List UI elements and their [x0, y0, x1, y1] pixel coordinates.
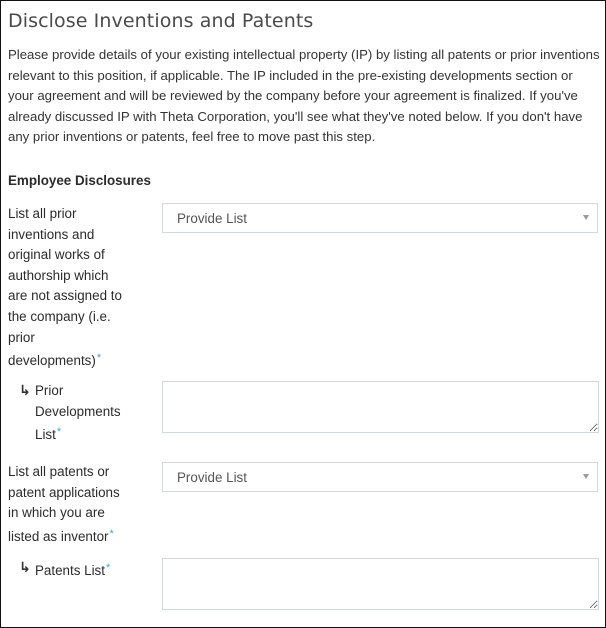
label-line: in which you are [8, 505, 105, 521]
prior-developments-list-label [35, 381, 121, 446]
prior-inventions-select[interactable] [162, 203, 598, 233]
label-text: Patents List [35, 563, 105, 578]
label-line: the company (i.e. [8, 308, 111, 324]
required-asterisk: * [56, 426, 62, 439]
patents-list-label [35, 558, 110, 582]
select-value: Provide List [177, 470, 247, 485]
label-line-text: List [35, 427, 56, 443]
label-line: List all patents or [8, 464, 110, 479]
prior-developments-list-textarea[interactable] [162, 381, 599, 433]
select-value: Provide List [177, 211, 247, 226]
label-line: prior [8, 329, 35, 345]
label-line: authorship which [8, 267, 109, 283]
label-line-text: developments) [8, 353, 96, 369]
label-line: Prior [35, 383, 64, 398]
patents-select[interactable] [162, 462, 598, 492]
patents-label [8, 462, 120, 547]
sub-field-arrow-icon: ↳ [19, 382, 31, 398]
label-line: inventions and [8, 226, 95, 242]
label-line [35, 422, 121, 446]
intro-paragraph: Please provide details of your existing intellectual property (IP) by listing all patents or prior inventions relevant to this position, if applicable. The IP included in the pre-existing developments section or your agreement and will be reviewed by the company before your agreement is finalized. If you've already discussed IP with Theta Corporation, you'll see what they've noted below. If you don't have any prior inventions or patents, feel free to move past this step. [8, 47, 600, 145]
label-line: patent applications [8, 484, 120, 500]
section-heading-employee-disclosures: Employee Disclosures [8, 173, 151, 188]
label-line [8, 348, 122, 372]
prior-inventions-label [8, 204, 122, 372]
required-asterisk: * [96, 352, 102, 365]
label-line [8, 524, 120, 548]
label-line: List all prior [8, 206, 77, 221]
page-title: Disclose Inventions and Patents [8, 10, 314, 32]
caret-down-icon [583, 474, 589, 479]
patents-list-textarea[interactable] [162, 558, 599, 610]
required-asterisk: * [109, 527, 114, 540]
required-asterisk: * [105, 562, 111, 574]
caret-down-icon [583, 215, 589, 220]
label-line: are not assigned to [8, 288, 122, 304]
label-line-text: listed as inventor [8, 528, 109, 544]
label-line: original works of [8, 247, 105, 263]
sub-field-arrow-icon: ↳ [19, 559, 31, 575]
label-line: Developments [35, 403, 121, 419]
